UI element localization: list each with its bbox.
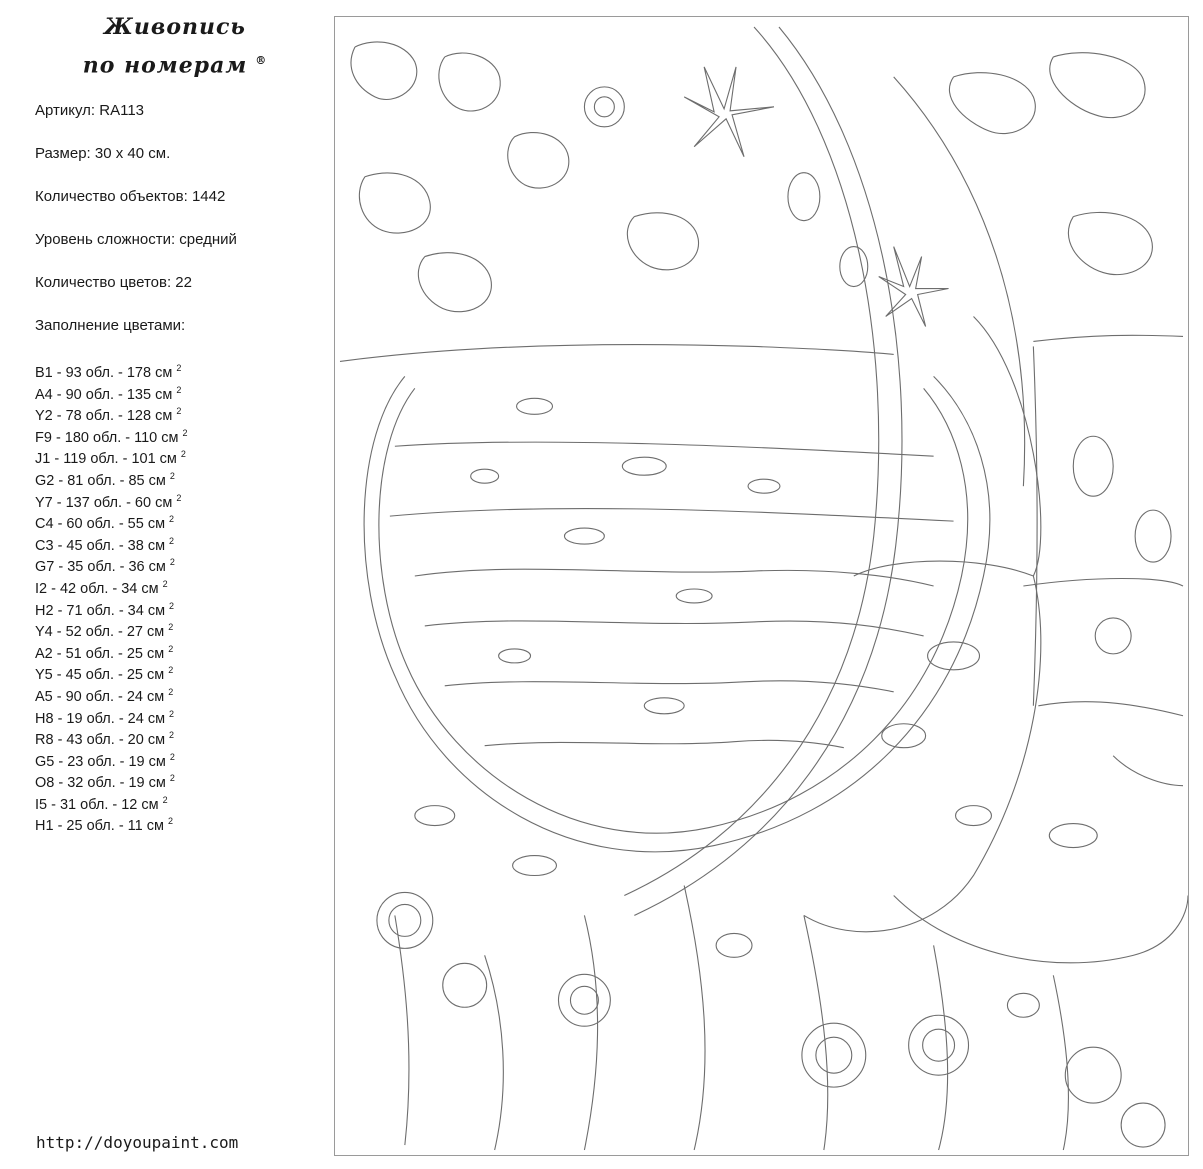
outline-shape (513, 856, 557, 876)
outline-shape (445, 681, 894, 692)
outline-shape (351, 42, 417, 100)
color-row-text: F9 - 180 обл. - 110 см (35, 429, 179, 446)
color-row-unit-exponent: 2 (182, 427, 188, 438)
article-label: Артикул: RA113 (35, 102, 145, 119)
color-row (35, 358, 188, 380)
color-row (35, 596, 188, 618)
outline-shape (882, 724, 926, 748)
color-row (35, 380, 188, 402)
coloring-canvas (334, 16, 1189, 1156)
outline-shape (802, 1023, 866, 1087)
outline-shape (684, 67, 774, 157)
outline-shape (564, 528, 604, 544)
outline-shape (949, 73, 1035, 134)
color-row-unit-exponent: 2 (176, 406, 182, 417)
outline-shape (974, 316, 1041, 576)
color-row-unit-exponent: 2 (169, 773, 175, 784)
outline-shape (1023, 579, 1183, 586)
color-row-text: A5 - 90 обл. - 24 см (35, 688, 165, 705)
objects-label: Количество объектов: 1442 (35, 188, 226, 205)
outline-shape (627, 213, 698, 270)
outline-shape (517, 398, 553, 414)
outline-shape (1135, 510, 1171, 562)
color-row (35, 682, 188, 704)
outline-shape (1033, 335, 1183, 341)
color-row-unit-exponent: 2 (169, 470, 175, 481)
color-row-text: G2 - 81 обл. - 85 см (35, 472, 166, 489)
outline-shape (840, 247, 868, 287)
color-row (35, 790, 188, 812)
outline-shape (1007, 993, 1039, 1017)
color-row-unit-exponent: 2 (162, 794, 168, 805)
color-row (35, 811, 188, 833)
outline-shape (816, 1037, 852, 1073)
color-row (35, 574, 188, 596)
color-row (35, 747, 188, 769)
outline-shape (594, 97, 614, 117)
brand-line-2: по номерам (82, 52, 248, 79)
outline-shape (622, 457, 666, 475)
outline-shape (1033, 346, 1037, 705)
registered-mark: ® (255, 54, 268, 67)
color-row (35, 444, 188, 466)
outline-shape (1049, 824, 1097, 848)
outline-shape (415, 569, 934, 586)
color-row-text: I5 - 31 обл. - 12 см (35, 796, 159, 813)
color-row-unit-exponent: 2 (176, 363, 182, 373)
outline-shape (570, 986, 598, 1014)
outline-shape (471, 469, 499, 483)
color-row (35, 401, 188, 423)
color-row (35, 704, 188, 726)
outline-shape (395, 915, 409, 1145)
color-row-unit-exponent: 2 (169, 514, 175, 525)
brand-line-1: Живопись (104, 14, 246, 40)
colors-count-label: Количество цветов: 22 (35, 274, 192, 291)
outline-shape (584, 915, 597, 1150)
color-row (35, 552, 188, 574)
color-row-text: A2 - 51 обл. - 25 см (35, 645, 165, 662)
color-row (35, 660, 188, 682)
outline-shape (558, 974, 610, 1026)
color-row-text: C4 - 60 обл. - 55 см (35, 516, 166, 533)
color-row (35, 639, 188, 661)
color-row (35, 488, 188, 510)
color-row-text: G7 - 35 обл. - 36 см (35, 559, 166, 576)
color-row-unit-exponent: 2 (169, 535, 175, 546)
outline-shape (894, 895, 1188, 962)
color-row-unit-exponent: 2 (169, 557, 175, 568)
outline-shape (379, 388, 968, 833)
color-row-text: Y5 - 45 обл. - 25 см (35, 667, 165, 684)
color-row-text: J1 - 119 обл. - 101 см (35, 451, 177, 468)
color-row (35, 466, 188, 488)
outline-shape (443, 963, 487, 1007)
outline-shape (1113, 756, 1183, 786)
outline-shape (395, 442, 934, 456)
outline-shape (364, 376, 990, 851)
outline-shape (1065, 1047, 1121, 1103)
outline-shape (485, 955, 504, 1150)
outline-shape (923, 1029, 955, 1061)
outline-shape (909, 1015, 969, 1075)
outline-shape (804, 915, 828, 1150)
outline-shape (1068, 212, 1152, 274)
color-row (35, 725, 188, 747)
outline-shape (425, 621, 924, 636)
outline-shape (634, 27, 902, 915)
outline-shape (788, 173, 820, 221)
color-row-unit-exponent: 2 (169, 730, 175, 741)
brand-logo (60, 10, 290, 82)
outline-shape (584, 87, 624, 127)
color-row-text: C3 - 45 обл. - 38 см (35, 537, 166, 554)
difficulty-label: Уровень сложности: средний (35, 231, 237, 248)
outline-shape (676, 589, 712, 603)
size-label: Размер: 30 х 40 см. (35, 145, 171, 162)
outline-shape (644, 698, 684, 714)
color-row-text: Y7 - 137 обл. - 60 см (35, 494, 173, 511)
outline-shape (1038, 702, 1183, 716)
outline-shape (359, 173, 430, 233)
color-row-text: H1 - 25 обл. - 11 см (35, 818, 164, 835)
outline-shape (956, 806, 992, 826)
outline-artwork (335, 17, 1188, 1155)
color-row-text: H8 - 19 обл. - 24 см (35, 710, 166, 727)
outline-shape (418, 253, 491, 312)
outline-shape (1095, 618, 1131, 654)
color-row-text: A4 - 90 обл. - 135 см (35, 386, 173, 403)
color-row-text: Y4 - 52 обл. - 27 см (35, 624, 165, 641)
outline-shape (499, 649, 531, 663)
fill-heading: Заполнение цветами: (35, 317, 186, 334)
color-row-text: G5 - 23 обл. - 19 см (35, 753, 166, 770)
color-row-unit-exponent: 2 (169, 600, 175, 611)
outline-shape (485, 740, 844, 747)
color-row-unit-exponent: 2 (169, 751, 175, 762)
outline-shape (1073, 436, 1113, 496)
color-row (35, 531, 188, 553)
outline-shape (684, 885, 705, 1150)
color-row-unit-exponent: 2 (176, 492, 182, 503)
color-row-unit-exponent: 2 (180, 449, 186, 460)
color-row-unit-exponent: 2 (176, 384, 182, 395)
outline-shape (377, 892, 433, 948)
color-row-unit-exponent: 2 (167, 816, 173, 827)
outline-shape (934, 945, 948, 1150)
website-link[interactable]: http://doyoupaint.com (36, 1133, 239, 1152)
color-row-unit-exponent: 2 (168, 665, 174, 676)
outline-shape (716, 933, 752, 957)
color-row-unit-exponent: 2 (162, 578, 168, 589)
outline-shape (748, 479, 780, 493)
info-sidebar (0, 0, 320, 1169)
color-row (35, 768, 188, 790)
color-row-text: O8 - 32 обл. - 19 см (35, 775, 166, 792)
outline-shape (1053, 975, 1068, 1150)
color-row (35, 423, 188, 445)
color-fill-list (35, 358, 188, 833)
outline-shape (389, 904, 421, 936)
color-row (35, 509, 188, 531)
color-row-text: Y2 - 78 обл. - 128 см (35, 408, 173, 425)
outline-shape (390, 508, 954, 521)
color-row-unit-exponent: 2 (168, 643, 174, 654)
outline-shape (879, 247, 949, 327)
color-row-text: B1 - 93 обл. - 178 см (35, 365, 173, 381)
outline-shape (928, 642, 980, 670)
outline-shape (508, 133, 569, 189)
color-row (35, 617, 188, 639)
outline-shape (439, 53, 500, 111)
color-row-unit-exponent: 2 (169, 708, 175, 719)
outline-shape (1121, 1103, 1165, 1147)
outline-shape (340, 345, 894, 362)
outline-shape (415, 806, 455, 826)
color-row-text: H2 - 71 обл. - 34 см (35, 602, 166, 619)
outline-shape (894, 77, 1025, 486)
color-row-text: I2 - 42 обл. - 34 см (35, 580, 159, 597)
color-row-unit-exponent: 2 (168, 686, 174, 697)
outline-shape (1050, 53, 1145, 118)
color-row-unit-exponent: 2 (168, 622, 174, 633)
color-row-text: R8 - 43 обл. - 20 см (35, 732, 166, 749)
